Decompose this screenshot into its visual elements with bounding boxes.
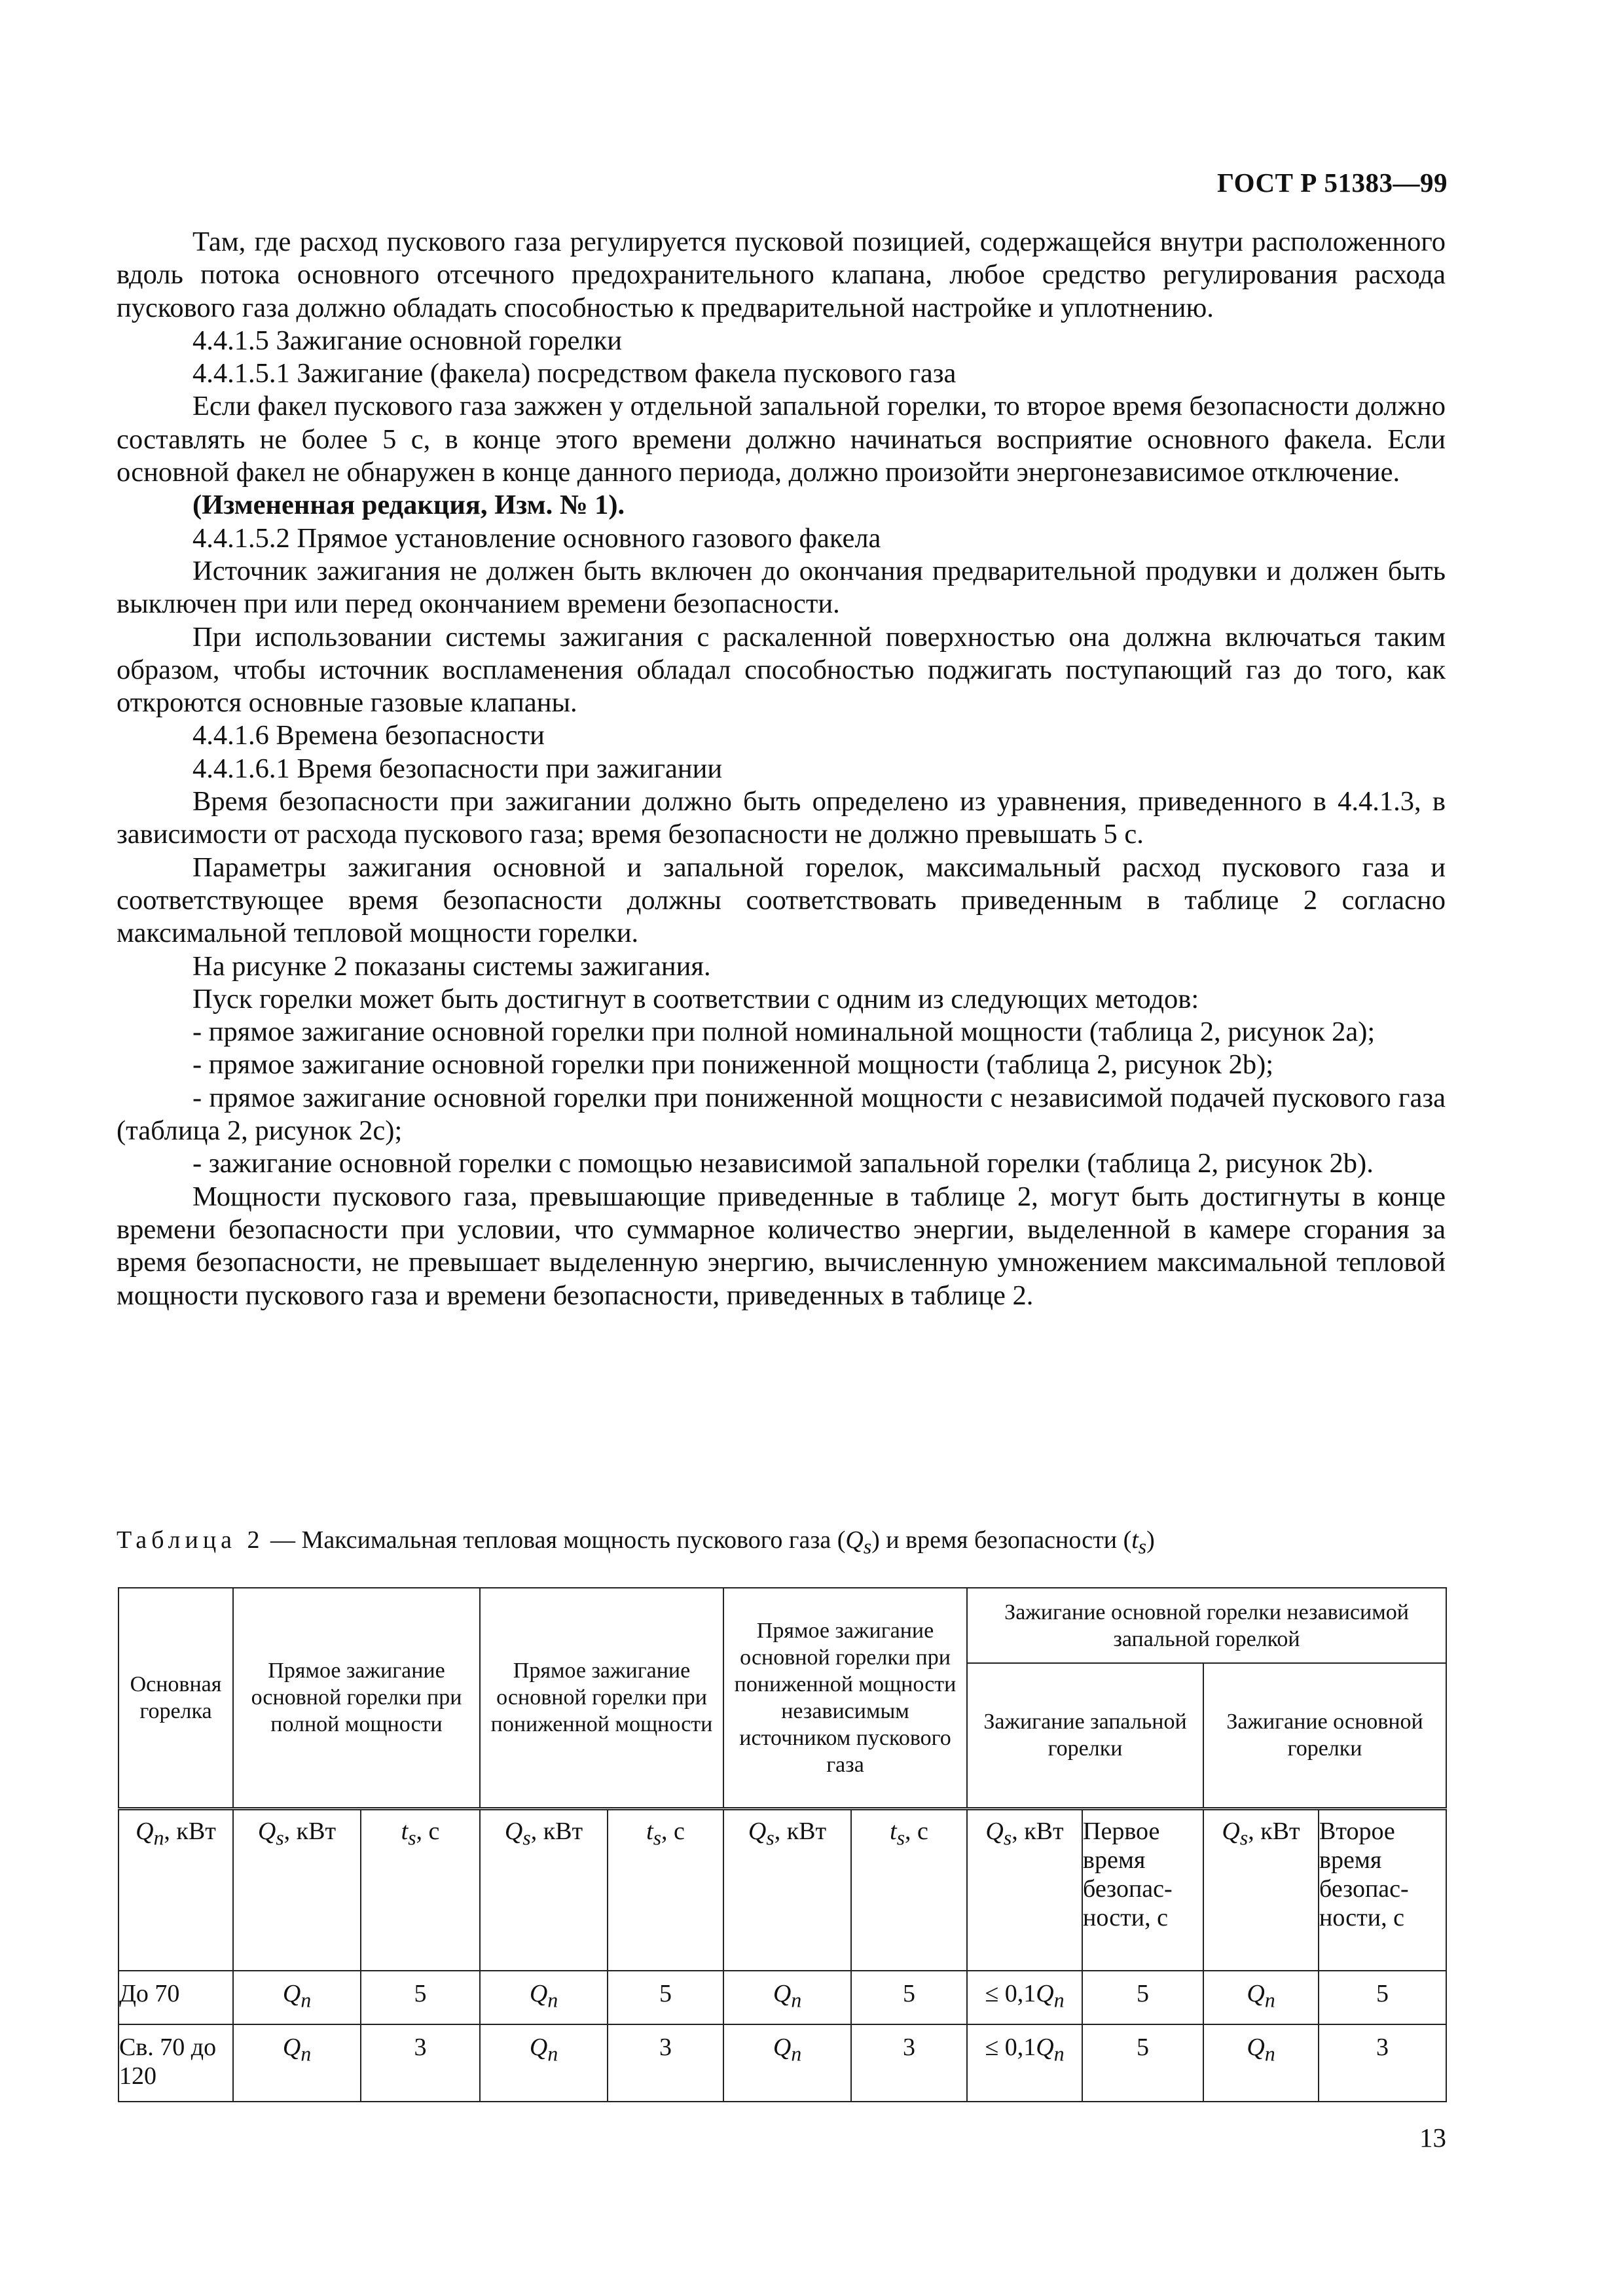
cell-independent-ts: 5 — [851, 1971, 967, 2024]
cell-reduced-ts: 5 — [608, 1971, 723, 2024]
symbol-ts-s: $t_s$, с — [608, 1808, 723, 1971]
cell-full-ts: 3 — [361, 2024, 480, 2102]
section-heading: 4.4.1.5.1 Зажигание (факела) посредством факела пускового газа — [192, 358, 957, 389]
table-row — [119, 2024, 1446, 2102]
paragraph: На рисунке 2 показаны системы зажигания. — [192, 950, 711, 982]
list-item: - прямое зажигание основной горелки при полной номинальной мощности (таблица 2, рисунок 2а); — [192, 1016, 1376, 1048]
cell-full-qs: $Q_n$ — [233, 1971, 361, 2024]
section-heading: 4.4.1.5.2 Прямое установление основного газового факела — [192, 522, 881, 554]
header-direct-independent-source: Прямое зажигание основной горелки при пониженной мощности независимым источником пускового газа — [723, 1588, 967, 1808]
section-heading: 4.4.1.6.1 Время безопасности при зажигании — [192, 753, 723, 784]
header-main-ignition: Зажигание основной горелки — [1203, 1663, 1446, 1808]
symbol-qs-kw: $Q_s$, кВт — [480, 1808, 608, 1971]
list-item: - прямое зажигание основной горелки при пониженной мощности (таблица 2, рисунок 2b); — [192, 1049, 1274, 1081]
list-item: - прямое зажигание основной горелки при пониженной мощности с независимой подачей пускового газа (таблица 2, рисунок 2с); — [117, 1082, 1446, 1147]
caption-subscript: s — [863, 1535, 872, 1558]
section-heading: 4.4.1.6 Времена безопасности — [192, 720, 545, 751]
table-caption-label: Таблица 2 — [117, 1526, 264, 1554]
cell-reduced-qs: $Q_n$ — [480, 2024, 608, 2102]
page-number: 13 — [1419, 2123, 1446, 2153]
symbol-qs-kw: $Q_s$, кВт — [967, 1808, 1082, 1971]
header-pilot-group: Зажигание основной горелки независимой запальной горелкой — [967, 1588, 1446, 1663]
symbol-qs-kw: $Q_s$, кВт — [723, 1808, 851, 1971]
cell-main-time: 3 — [1319, 2024, 1446, 2102]
cell-independent-qs: $Q_n$ — [723, 2024, 851, 2102]
cell-main-time: 5 — [1319, 1971, 1446, 2024]
cell-main-burner: Св. 70 до 120 — [119, 2024, 233, 2102]
table-row — [119, 1971, 1446, 2024]
table-caption — [117, 1525, 1491, 1562]
paragraph: Если факел пускового газа зажжен у отдельной запальной горелки, то второе время безопасности должно составлять не более 5 с, в конце этого времени должно начинаться восприятие основного факела. Если основной факел не обнаружен в конце данного периода, должно произойти энергонезависимое отключение. — [117, 391, 1446, 488]
paragraph: Мощности пускового газа, превышающие приведенные в таблице 2, могут быть достигнуты в конце времени безопасности при условии, что суммарное количество энергии, выделенной в камере сгорания за время безопасности, не превышает выделенную энергию, вычисленную умножением максимальной тепловой мощности пускового газа и времени безопасности, приведенных в таблице 2. — [117, 1181, 1446, 1311]
document-code: ГОСТ Р 51383—99 — [1217, 168, 1448, 198]
cell-full-qs: $Q_n$ — [233, 2024, 361, 2102]
paragraph: При использовании системы зажигания с раскаленной поверхностью она должна включаться таким образом, чтобы источник воспламенения обладал способностью поджигать поступающий газ до того, как откроются основные газовые клапаны. — [117, 621, 1446, 719]
caption-symbol: Q — [845, 1526, 864, 1554]
symbol-qs-kw: $Q_s$, кВт — [233, 1808, 361, 1971]
table-caption-text: — Максимальная тепловая мощность пускового газа ( — [264, 1526, 846, 1554]
cell-reduced-qs: $Q_n$ — [480, 1971, 608, 2024]
cell-pilot-time: 5 — [1082, 2024, 1203, 2102]
header-pilot-ignition: Зажигание запальной горелки — [967, 1663, 1203, 1808]
header-direct-full-power: Прямое зажигание основной горелки при полной мощности — [233, 1588, 480, 1808]
header-direct-reduced-power: Прямое зажигание основной горелки при пониженной мощности — [480, 1588, 723, 1808]
cell-full-ts: 5 — [361, 1971, 480, 2024]
paragraph: Пуск горелки может быть достигнут в соответствии с одним из следующих методов: — [192, 983, 1199, 1014]
cell-main-qs: $Q_n$ — [1203, 2024, 1319, 2102]
header-main-burner: Основная горелка — [119, 1588, 233, 1808]
symbol-ts-s: $t_s$, с — [361, 1808, 480, 1971]
paragraph: Время безопасности при зажигании должно быть определено из уравнения, приведенного в 4.4.1.3, в зависимости от расхода пускового газа; время безопасности не должно превышать 5 с. — [117, 786, 1446, 850]
list-item: - зажигание основной горелки с помощью независимой запальной горелки (таблица 2, рисунок 2b). — [192, 1148, 1374, 1179]
symbol-qn-kw: $Q_n$, кВт — [119, 1808, 233, 1971]
body-text — [117, 226, 1446, 1312]
symbol-first-safety-time: Первое время безопас-ности, с — [1082, 1808, 1203, 1971]
table-caption-text: ) и время безопасности ( — [871, 1526, 1132, 1554]
paragraph: Источник зажигания не должен быть включен до окончания предварительной продувки и должен быть выключен при или перед окончанием времени безопасности. — [117, 555, 1446, 620]
cell-main-burner: До 70 — [119, 1971, 233, 2024]
cell-independent-ts: 3 — [851, 2024, 967, 2102]
table-caption-text: ) — [1146, 1526, 1155, 1554]
cell-pilot-qs: ≤ $0,1Q_n$ — [967, 1971, 1082, 2024]
cell-reduced-ts: 3 — [608, 2024, 723, 2102]
paragraph: Там, где расход пускового газа регулируется пусковой позицией, содержащейся внутри расположенного вдоль потока основного отсечного предохранительного клапана, любое средство регулирования расхода пускового газа должно обладать способностью к предварительной настройке и уплотнению. — [117, 226, 1446, 323]
amendment-note: (Измененная редакция, Изм. № 1). — [192, 490, 625, 521]
symbol-ts-s: $t_s$, с — [851, 1808, 967, 1971]
cell-independent-qs: $Q_n$ — [723, 1971, 851, 2024]
paragraph: Параметры зажигания основной и запальной горелок, максимальный расход пускового газа и соответствующее время безопасности должны соответствовать приведенным в таблице 2 согласно максимальной тепловой мощности горелки. — [117, 852, 1446, 949]
table-2 — [118, 1587, 1447, 2102]
section-heading: 4.4.1.5 Зажигание основной горелки — [192, 325, 622, 356]
symbol-qs-kw: $Q_s$, кВт — [1203, 1808, 1319, 1971]
caption-symbol: t — [1131, 1526, 1139, 1554]
cell-pilot-qs: ≤ $0,1Q_n$ — [967, 2024, 1082, 2102]
cell-pilot-time: 5 — [1082, 1971, 1203, 2024]
cell-main-qs: $Q_n$ — [1203, 1971, 1319, 2024]
caption-subscript: s — [1138, 1535, 1147, 1558]
symbol-second-safety-time: Второе время безопас-ности, с — [1319, 1808, 1446, 1971]
